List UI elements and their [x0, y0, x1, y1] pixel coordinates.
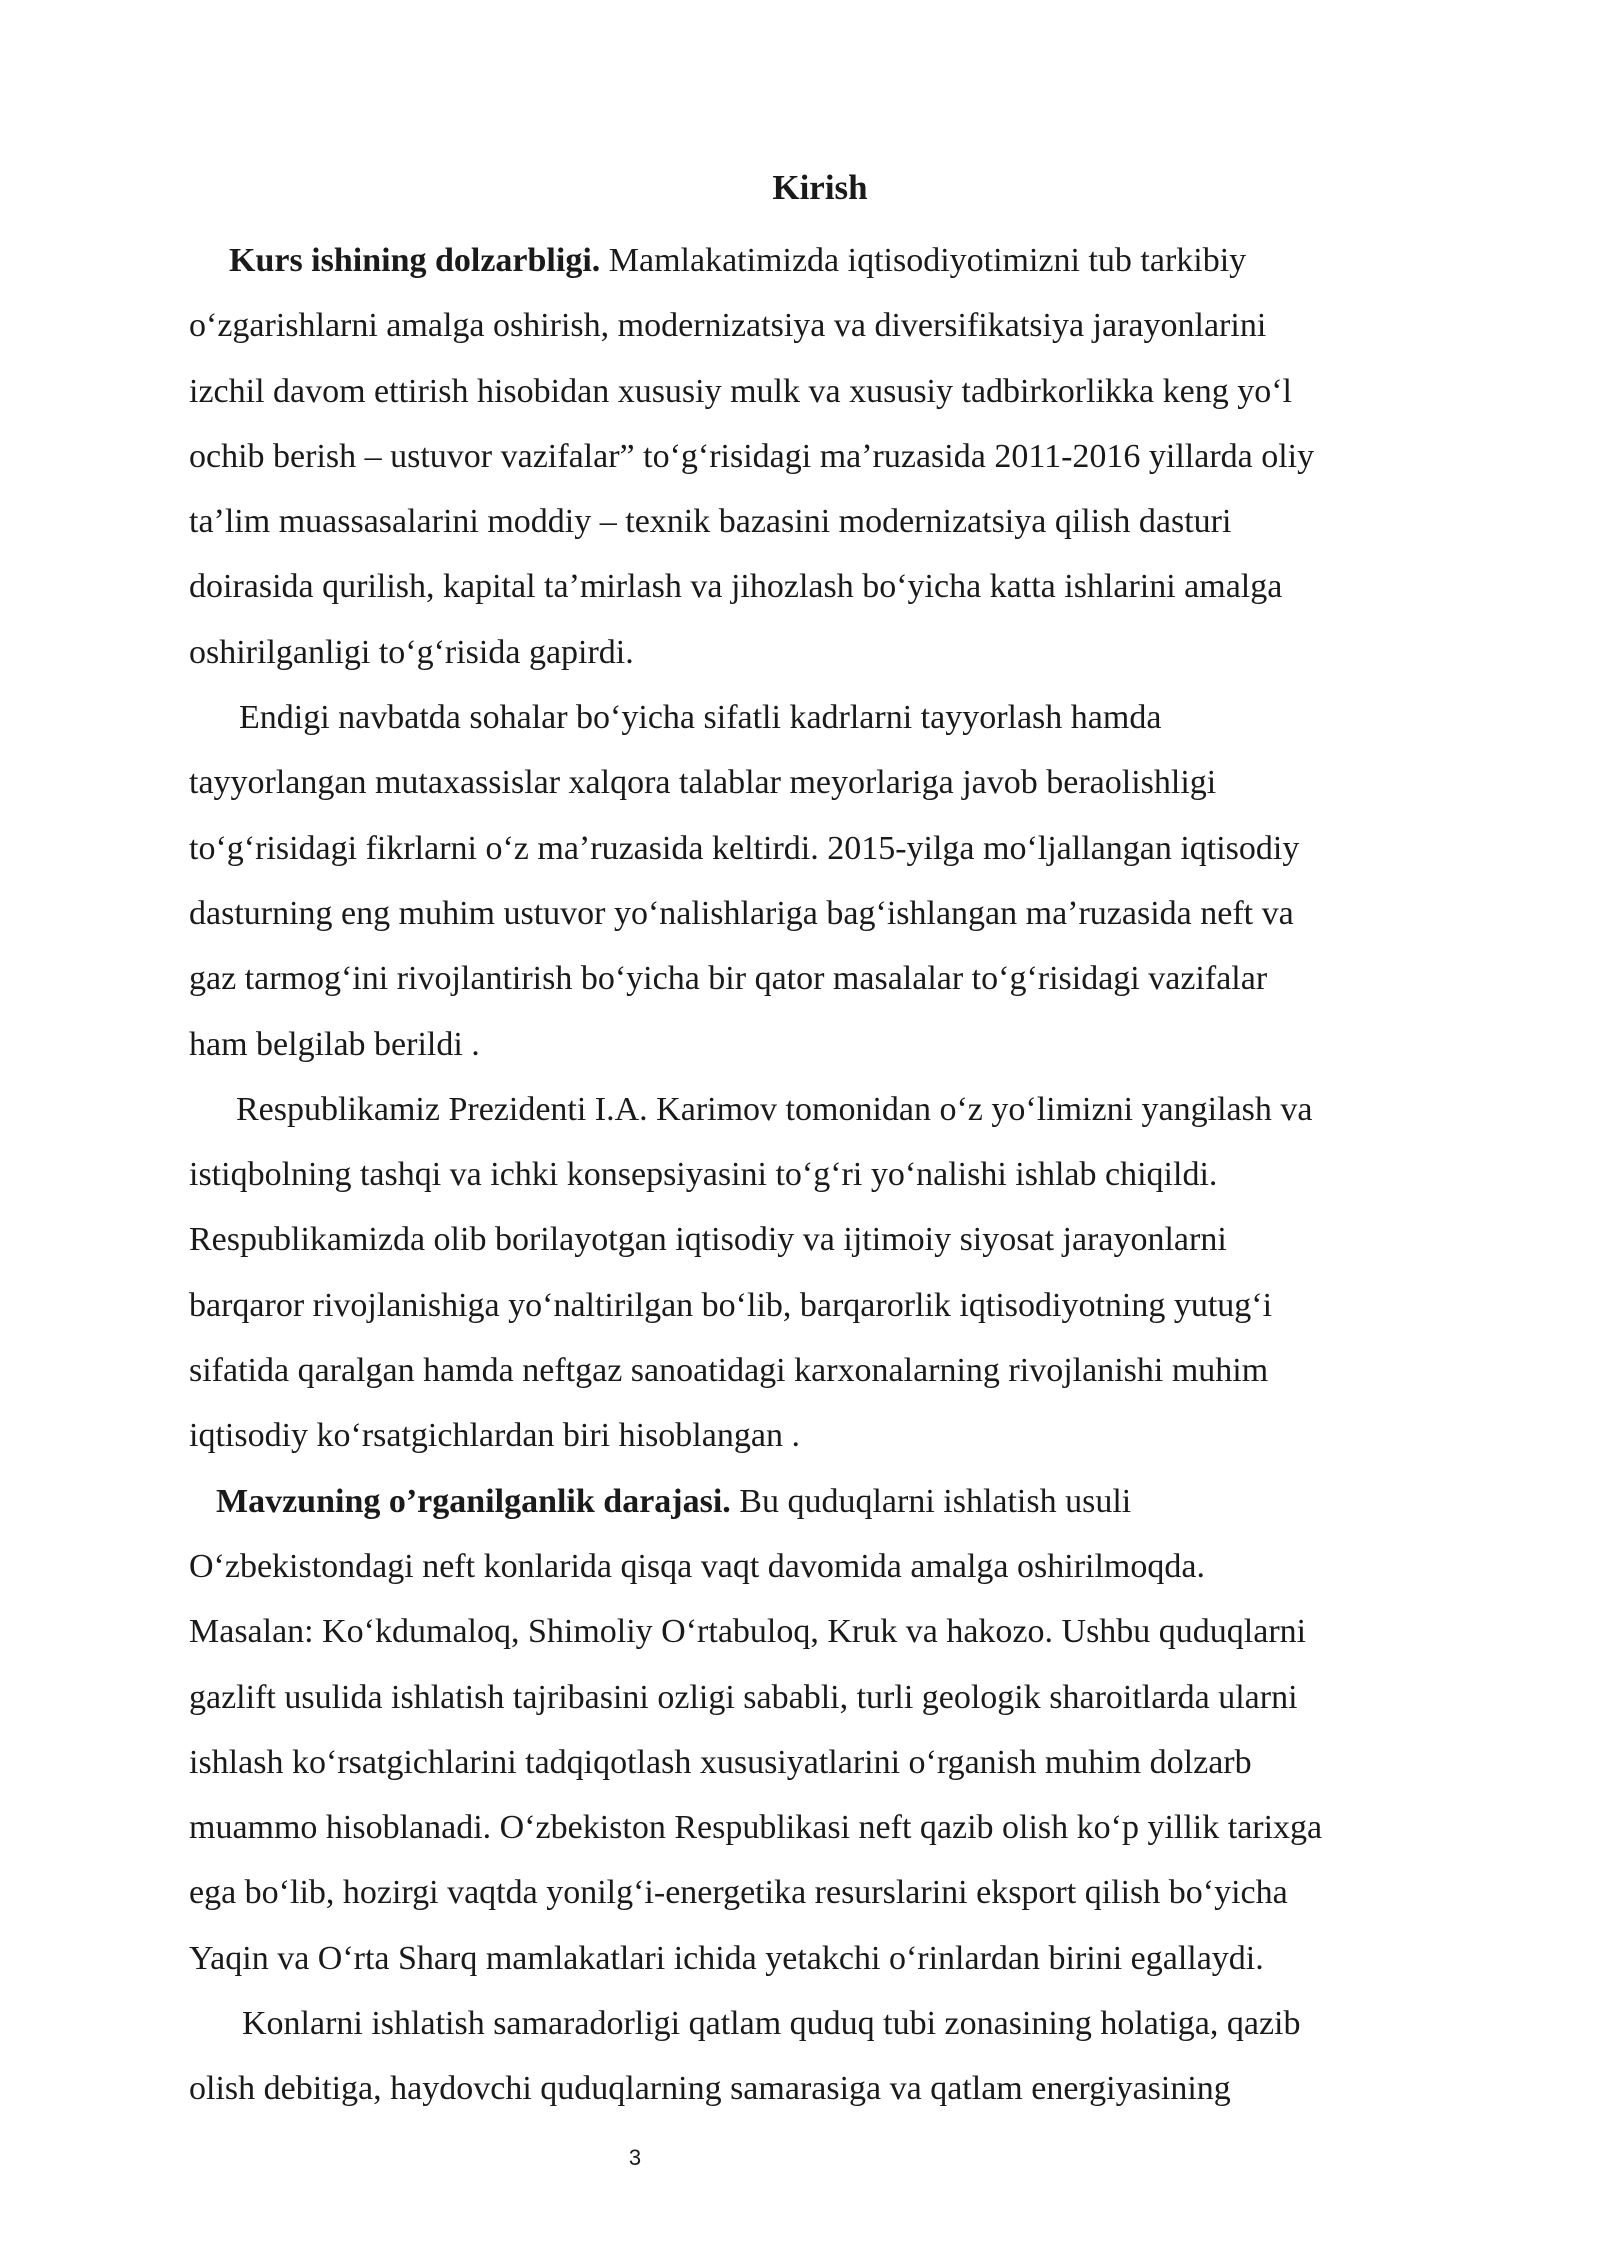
paragraph-3-line-1: Respublikamiz Prezidenti I.A. Karimov tomonidan oʻz yoʻlimizni yangilash va — [236, 1090, 1313, 1128]
paragraph-1-line-7: oshirilganligi toʻgʻrisida gapirdi. — [189, 633, 634, 671]
paragraph-1-line-1 — [189, 228, 1469, 293]
paragraph-4-line-7: ega boʻlib, hozirgi vaqtda yonilgʻi-energetika resurslarini eksport qilish boʻyicha — [189, 1874, 1288, 1912]
paragraph-1-line-5: taʼlim muassasalarini moddiy – texnik bazasini modernizatsiya qilish dasturi — [189, 503, 1232, 541]
paragraph-3-line-4: barqaror rivojlanishiga yoʻnaltirilgan boʻlib, barqarorlik iqtisodiyotning yutugʻi — [189, 1286, 1273, 1324]
paragraph-4-line-1 — [189, 1469, 1469, 1534]
document-body — [189, 228, 1469, 2122]
paragraph-3-line-2: istiqbolning tashqi va ichki konsepsiyasini toʻgʻri yoʻnalishi ishlab chiqildi. — [189, 1156, 1218, 1194]
paragraph-5-line-2: olish debitiga, haydovchi quduqlarning samarasiga va qatlam energiyasining — [189, 2070, 1231, 2108]
paragraph-1-line-4: ochib berish – ustuvor vazifalar” toʻgʻrisidagi maʼruzasida 2011-2016 yillarda oliy — [189, 437, 1315, 475]
paragraph-4-line-6: muammo hisoblanadi. Oʻzbekiston Respublikasi neft qazib olish koʻp yillik tarixga — [189, 1809, 1323, 1847]
paragraph-2-line-3: toʻgʻrisidagi fikrlarni oʻz maʼruzasida keltirdi. 2015-yilga moʻljallangan iqtisodiy — [189, 829, 1300, 867]
paragraph-4-line-5: ishlash koʻrsatgichlarini tadqiqotlash xususiyatlarini oʻrganish muhim dolzarb — [189, 1743, 1252, 1781]
paragraph-1-line-2: oʻzgarishlarni amalga oshirish, modernizatsiya va diversifikatsiya jarayonlarini — [189, 307, 1267, 345]
paragraph-3-line-5: sifatida qaralgan hamda neftgaz sanoatidagi karxonalarning rivojlanishi muhim — [189, 1352, 1269, 1390]
paragraph-5-line-1: Konlarni ishlatish samaradorligi qatlam quduq tubi zonasining holatiga, qazib — [242, 2005, 1301, 2043]
page-title: Kirish — [772, 168, 868, 207]
section-heading-organilganlik: Mavzuning o’rganilganlik darajasi. — [216, 1482, 731, 1520]
paragraph-text: Bu quduqlarni ishlatish usuli — [730, 1482, 1132, 1520]
paragraph-text: Mamlakatimizda iqtisodiyotimizni tub tarkibiy — [600, 242, 1247, 279]
paragraph-2-line-6: ham belgilab berildi . — [189, 1025, 480, 1063]
paragraph-4-line-8: Yaqin va Oʻrta Sharq mamlakatlari ichida yetakchi oʻrinlardan birini egallaydi. — [189, 1939, 1264, 1977]
paragraph-4-line-4: gazlift usulida ishlatish tajribasini ozligi sababli, turli geologik sharoitlarda ularni — [189, 1678, 1298, 1716]
paragraph-4-line-3: Masalan: Koʻkdumaloq, Shimoliy Oʻrtabuloq, Kruk va hakozo. Ushbu quduqlarni — [189, 1613, 1307, 1651]
page-number: 3 — [628, 2145, 642, 2170]
paragraph-2-line-1: Endigi navbatda sohalar boʻyicha sifatli kadrlarni tayyorlash hamda — [239, 699, 1162, 737]
paragraph-2-line-2: tayyorlangan mutaxassislar xalqora talablar meyorlariga javob beraolishligi — [189, 764, 1217, 802]
paragraph-3-line-3: Respublikamizda olib borilayotgan iqtisodiy va ijtimoiy siyosat jarayonlarni — [189, 1221, 1227, 1259]
paragraph-1-line-3: izchil davom ettirish hisobidan xususiy mulk va xususiy tadbirkorlikka keng yoʻl — [189, 372, 1292, 410]
paragraph-3-line-6: iqtisodiy koʻrsatgichlardan biri hisoblangan . — [189, 1417, 800, 1455]
paragraph-1-line-6: doirasida qurilish, kapital taʼmirlash va jihozlash boʻyicha katta ishlarini amalga — [189, 568, 1283, 606]
section-heading-dolzarbligi: Kurs ishining dolzarbligi. — [229, 242, 601, 279]
paragraph-4-line-2: Oʻzbekistondagi neft konlarida qisqa vaqt davomida amalga oshirilmoqda. — [189, 1547, 1205, 1585]
paragraph-2-line-4: dasturning eng muhim ustuvor yoʻnalishlariga bagʻishlangan maʼruzasida neft va — [189, 894, 1294, 932]
paragraph-2-line-5: gaz tarmogʻini rivojlantirish boʻyicha bir qator masalalar toʻgʻrisidagi vazifalar — [189, 960, 1268, 998]
